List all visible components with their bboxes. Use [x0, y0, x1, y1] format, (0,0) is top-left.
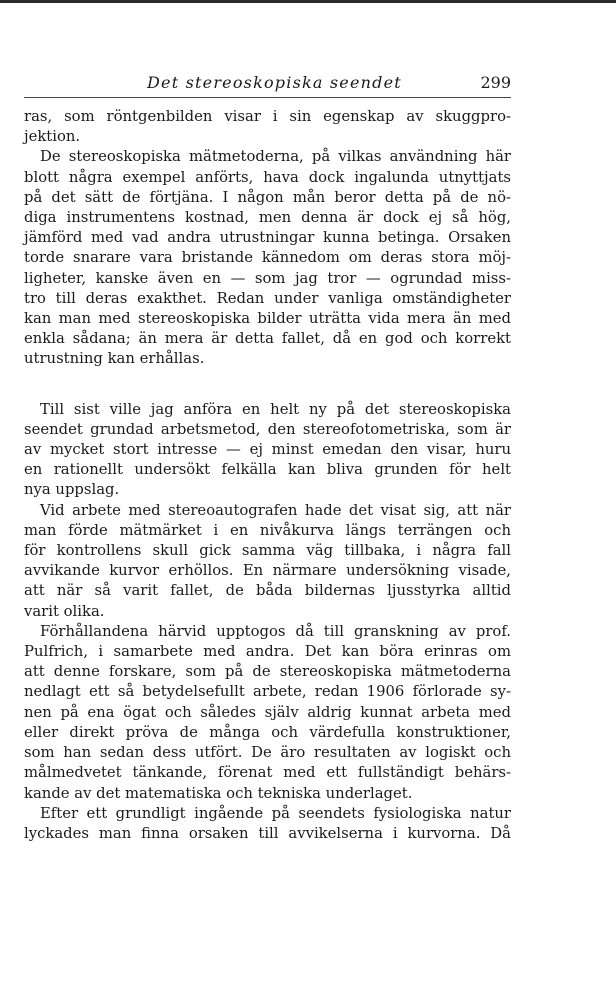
- text-line: nen på ena ögat och således själv aldrig kunnat arbeta med: [24, 703, 511, 721]
- text-line: kande av det matematiska och tekniska underlaget.: [24, 784, 413, 802]
- paragraph: [24, 804, 511, 844]
- text-line: avvikande kurvor erhöllos. En närmare undersökning visade,: [24, 562, 511, 580]
- paragraph: [24, 147, 511, 369]
- text-line: Vid arbete med stereoautografen hade det visat sig, att när: [40, 501, 511, 519]
- running-header: [24, 73, 511, 95]
- text-line: för kontrollens skull gick samma väg tillbaka, i några fall: [24, 542, 511, 560]
- text-line: ras, som röntgenbilden visar i sin egenskap av skuggpro-: [24, 108, 511, 125]
- text-line: seendet grundad arbetsmetod, den stereofotometriska, som är: [24, 420, 511, 438]
- text-line: tro till deras exakthet. Redan under vanliga omständigheter: [24, 289, 511, 307]
- running-title: Det stereoskopiska seendet: [147, 73, 402, 92]
- text-line: De stereoskopiska mätmetoderna, på vilkas användning här: [40, 148, 511, 166]
- text-line: en rationellt undersökt felkälla kan bliva grunden för helt: [24, 461, 511, 479]
- text-line: ligheter, kanske även en — som jag tror — ogrundad miss-: [24, 269, 511, 287]
- text-line: Pulfrich, i samarbete med andra. Det kan böra erinras om: [24, 643, 511, 661]
- text-line: som han sedan dess utfört. De äro resultaten av logiskt och: [24, 744, 511, 762]
- text-line: Till sist ville jag anföra en helt ny på det stereoskopiska: [40, 400, 511, 418]
- text-line: nedlagt ett så betydelsefullt arbete, redan 1906 förlorade sy-: [24, 683, 511, 701]
- top-edge-rule: [0, 0, 616, 3]
- text-line: man förde mätmärket i en nivåkurva längs terrängen och: [24, 521, 511, 539]
- text-line: att denne forskare, som på de stereoskopiska mätmetoderna: [24, 663, 511, 681]
- page-number: 299: [480, 73, 511, 92]
- paragraph: [24, 622, 511, 804]
- paragraph: [24, 400, 511, 501]
- text-line: varit olika.: [24, 602, 105, 620]
- body-text: [24, 107, 511, 844]
- paragraph: [24, 501, 511, 622]
- text-line: på det sätt de förtjäna. I någon mån beror detta på de nö-: [24, 188, 511, 206]
- text-line: jämförd med vad andra utrustningar kunna betinga. Orsaken: [24, 229, 511, 247]
- text-line: eller direkt pröva de många och värdefulla konstruktioner,: [24, 723, 511, 741]
- header-rule: [24, 97, 511, 98]
- text-line: utrustning kan erhållas.: [24, 350, 205, 368]
- paragraph: [24, 107, 511, 147]
- text-line: av mycket stort intresse — ej minst emedan den visar, huru: [24, 441, 511, 459]
- text-line: Efter ett grundligt ingående på seendets fysiologiska natur: [40, 804, 511, 822]
- text-line: torde snarare vara bristande kännedom om deras stora möj-: [24, 249, 511, 267]
- text-line: jektion.: [24, 128, 81, 146]
- text-line: att när så varit fallet, de båda bildernas ljusstyrka alltid: [24, 582, 511, 600]
- text-line: nya uppslag.: [24, 481, 120, 499]
- text-line: lyckades man finna orsaken till avvikelserna i kurvorna. Då: [24, 824, 511, 842]
- text-line: Förhållandena härvid upptogos då till granskning av prof.: [40, 622, 511, 640]
- text-line: enkla sådana; än mera är detta fallet, då en god och korrekt: [24, 330, 511, 348]
- text-line: diga instrumentens kostnad, men denna är dock ej så hög,: [24, 209, 511, 227]
- text-line: kan man med stereoskopiska bilder uträtta vida mera än med: [24, 310, 511, 328]
- text-line: målmedvetet tänkande, förenat med ett fullständigt behärs-: [24, 764, 511, 782]
- section-break: [24, 370, 511, 400]
- text-line: blott några exempel anförts, hava dock ingalunda utnyttjats: [24, 168, 511, 186]
